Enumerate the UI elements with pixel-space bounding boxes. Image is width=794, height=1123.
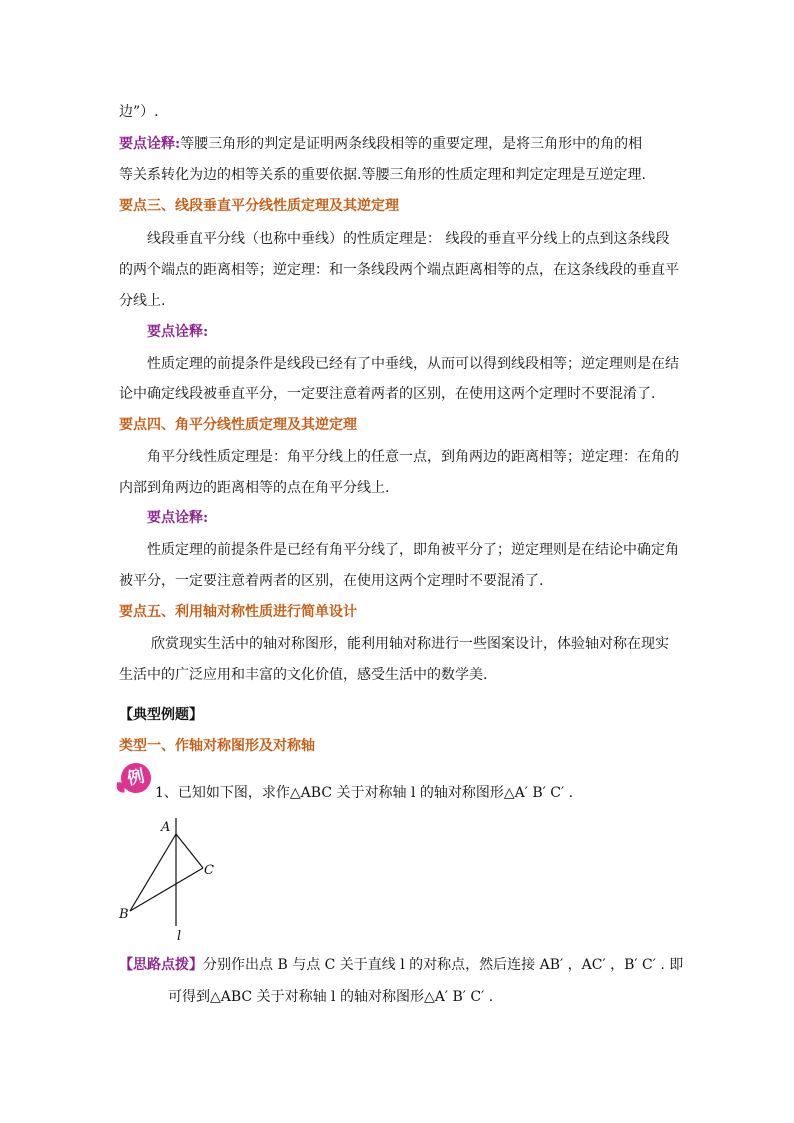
paragraph-text: 等腰三角形的判定是证明两条线段相等的重要定理，是将三角形中的角的相 <box>180 136 643 152</box>
section-heading: 类型一、作轴对称图形及对称轴 <box>119 738 315 754</box>
hint-line-2: 可得到△ABC 关于对称轴 l 的轴对称图形△A′ B′ C′ . <box>168 989 494 1005</box>
text-line: 性质定理的前提条件是已经有角平分线了，即角被平分了；逆定理则是在结论中确定角 <box>147 542 679 558</box>
text-line: 内部到角两边的距离相等的点在角平分线上. <box>119 480 390 496</box>
hint-text: 分别作出点 B 与点 C 关于直线 l 的对称点，然后连接 AB′ ，AC′ ，B′ C′ . 即 <box>203 957 684 973</box>
label-b: B <box>119 907 129 922</box>
key-point-label: 要点诠释: <box>147 510 209 526</box>
key-point-label: 要点诠释: <box>119 136 181 152</box>
text-line: 生活中的广泛应用和丰富的文化价值，感受生活中的数学美. <box>119 667 488 683</box>
example-badge-icon: 例 <box>118 760 154 796</box>
text-line: 欣赏现实生活中的轴对称图形，能利用轴对称进行一些图案设计，体验轴对称在现实 <box>151 636 669 652</box>
text-line: 性质定理的前提条件是线段已经有了中垂线，从而可以得到线段相等；逆定理则是在结 <box>147 356 679 372</box>
hint-label: 【思路点拨】 <box>119 957 203 973</box>
text-line: 分线上. <box>119 293 166 309</box>
label-c: C <box>204 863 214 878</box>
section-heading: 要点四、角平分线性质定理及其逆定理 <box>119 417 357 433</box>
section-heading: 要点五、利用轴对称性质进行简单设计 <box>119 604 357 620</box>
text-line: 论中确定线段被垂直平分，一定要注意着两者的区别，在使用这两个定理时不要混淆了. <box>119 386 656 402</box>
text-line: 等关系转化为边的相等关系的重要依据.等腰三角形的性质定理和判定定理是互逆定理. <box>119 167 646 183</box>
text-line: 边”）. <box>119 104 159 120</box>
text-line: 被平分，一定要注意着两者的区别，在使用这两个定理时不要混淆了. <box>119 573 544 589</box>
segment-bc <box>130 868 203 911</box>
text-line <box>119 134 642 154</box>
key-point-label: 要点诠释: <box>147 324 209 340</box>
question-text: 1、已知如下图，求作△ABC 关于对称轴 l 的轴对称图形△A′ B′ C′ . <box>155 785 574 801</box>
triangle-figure <box>110 810 230 945</box>
text-line: 角平分线性质定理是：角平分线上的任意一点，到角两边的距离相等；逆定理：在角的 <box>147 449 679 465</box>
section-heading: 要点三、线段垂直平分线性质定理及其逆定理 <box>119 198 399 214</box>
hint-line <box>119 955 683 975</box>
text-line: 线段垂直平分线（也称中垂线）的性质定理是： 线段的垂直平分线上的点到这条线段 <box>147 231 670 247</box>
typical-examples-heading: 【典型例题】 <box>119 707 203 723</box>
segment-ab <box>130 834 176 911</box>
segment-ac <box>176 834 203 868</box>
label-l: l <box>177 929 182 944</box>
text-line: 的两个端点的距离相等；逆定理：和一条线段两个端点距离相等的点，在这条线段的垂直平 <box>119 262 679 278</box>
label-a: A <box>161 820 171 835</box>
